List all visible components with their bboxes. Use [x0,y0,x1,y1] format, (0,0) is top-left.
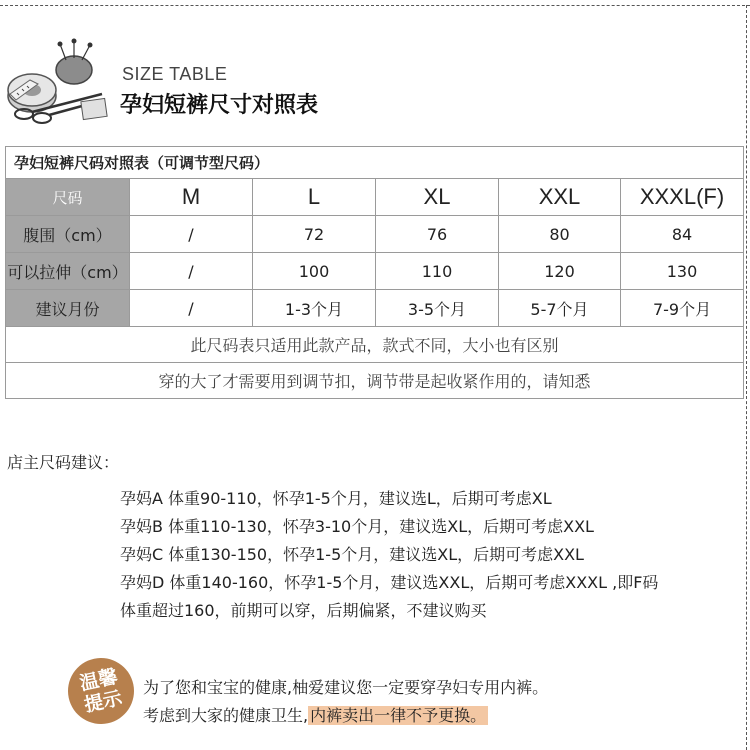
dashed-border-right [746,5,747,750]
row-label-stretch: 可以拉伸（cm） [6,253,130,290]
table-cell: 76 [376,216,499,253]
tip-text [143,674,548,730]
table-note-1: 此尺码表只适用此款产品，款式不同，大小也有区别 [6,327,744,363]
advice-line: 孕妈A 体重90-110，怀孕1-5个月，建议选L，后期可考虑XL [120,489,552,508]
table-row-stretch [6,253,744,290]
tip-badge [62,652,140,730]
table-cell: 100 [253,253,376,290]
table-cell: / [130,290,253,327]
table-cell: 120 [499,253,621,290]
table-cell: 130 [621,253,744,290]
sewing-tools-icon [2,38,112,124]
table-note-2: 穿的大了才需要用到调节扣，调节带是起收紧作用的，请知悉 [6,363,744,399]
table-cell: / [130,253,253,290]
size-table [5,146,744,399]
table-cell: 72 [253,216,376,253]
table-caption: 孕妇短裤尺码对照表（可调节型尺码） [6,147,744,179]
tip-badge-line1: 温馨 [77,665,120,695]
tip-badge-text [77,665,125,716]
advice-line: 孕妈B 体重110-130，怀孕3-10个月，建议选XL，后期可考虑XXL [120,517,594,536]
tip-line-1: 为了您和宝宝的健康,柚爱建议您一定要穿孕妇专用内裤。 [143,678,549,697]
tip-line-2-prefix: 考虑到大家的健康卫生, [143,706,309,725]
header-cell-xxl: XXL [499,179,621,216]
advice-list [120,485,658,625]
table-cell: 84 [621,216,744,253]
table-cell: 80 [499,216,621,253]
header-cell-xxxl: XXXL(F) [621,179,744,216]
tip-highlight: 内裤卖出一律不予更换。 [310,706,487,725]
table-cell: 3-5个月 [376,290,499,327]
header-cell-l: L [253,179,376,216]
header-cell-m: M [130,179,253,216]
table-cell: / [130,216,253,253]
header-cell-xl: XL [376,179,499,216]
advice-line: 孕妈D 体重140-160，怀孕1-5个月，建议选XXL，后期可考虑XXXL ,即F码 [120,573,659,592]
title-cn: 孕妇短裤尺寸对照表 [120,93,319,118]
tip-badge-line2: 提示 [82,687,125,717]
row-label-waist: 腹围（cm） [6,216,130,253]
table-row-waist [6,216,744,253]
tip-line-2 [143,702,548,730]
table-cell: 5-7个月 [499,290,621,327]
row-label-months: 建议月份 [6,290,130,327]
advice-title: 店主尺码建议： [7,453,120,472]
advice-line: 孕妈C 体重130-150，怀孕1-5个月，建议选XL，后期可考虑XXL [120,545,584,564]
table-row-months [6,290,744,327]
dashed-border-top [0,5,750,6]
table-cell: 110 [376,253,499,290]
table-header-row [6,179,744,216]
title-en: SIZE TABLE [122,64,228,84]
table-cell: 1-3个月 [253,290,376,327]
table-cell: 7-9个月 [621,290,744,327]
advice-line: 体重超过160，前期可以穿，后期偏紧，不建议购买 [120,601,487,620]
header-cell-size: 尺码 [6,179,130,216]
